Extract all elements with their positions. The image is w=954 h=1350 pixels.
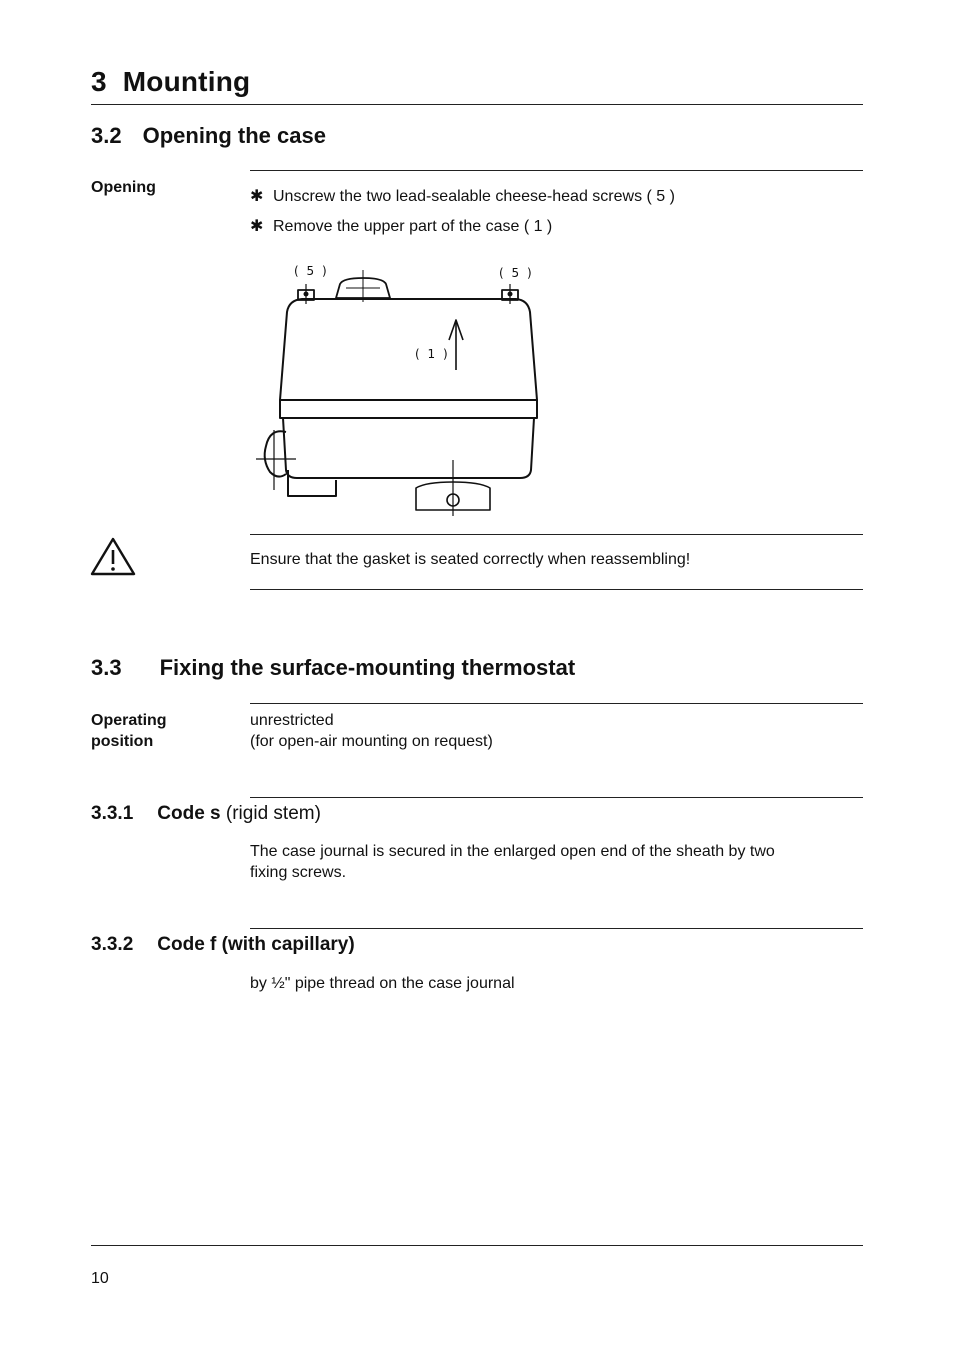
code-f-text: by ½" pipe thread on the case journal: [250, 975, 515, 992]
step-text: Unscrew the two lead-sealable cheese-head screws ( 5 ): [273, 188, 675, 205]
footer-rule: [91, 1245, 863, 1246]
chapter-rule: [91, 104, 863, 105]
bullet-star-icon: ✱: [250, 218, 264, 235]
section-3-2-rule: [250, 170, 863, 171]
section-3-3-2-rule: [250, 928, 863, 929]
chapter-name: Mounting: [122, 66, 251, 97]
chapter-number: 3: [91, 66, 107, 97]
section-3-3-1-heading: [91, 803, 321, 825]
label-line-2: position: [91, 733, 154, 750]
page-number: 10: [91, 1270, 109, 1287]
value-line-2: (for open-air mounting on request): [250, 733, 493, 750]
section-title-bold: Code s: [157, 803, 221, 824]
section-title: Opening the case: [142, 123, 326, 148]
step-2: [250, 216, 552, 237]
bullet-star-icon: ✱: [250, 188, 264, 205]
section-3-2-heading: [91, 123, 326, 149]
case-figure: [250, 260, 550, 522]
text-line-1: The case journal is secured in the enlarged open end of the sheath by two: [250, 843, 775, 860]
section-3-3-2-heading: [91, 934, 355, 956]
label-lid: ( 1 ): [415, 347, 450, 361]
section-number: 3.3.1: [91, 803, 134, 824]
section-number: 3.2: [91, 123, 122, 148]
section-3-3-heading: [91, 655, 575, 681]
operating-position-label: [91, 710, 167, 752]
thermostat-case-drawing: [250, 260, 550, 522]
warning-top-rule: [250, 534, 863, 535]
section-number: 3.3: [91, 655, 122, 680]
section-3-3-1-rule: [250, 797, 863, 798]
operating-position-value: [250, 710, 493, 752]
text-line-2: fixing screws.: [250, 864, 347, 881]
section-3-3-rule: [250, 703, 863, 704]
label-screw-left: ( 5 ): [294, 264, 329, 278]
step-text: Remove the upper part of the case ( 1 ): [273, 218, 553, 235]
chapter-title: [91, 66, 250, 98]
warning-text: Ensure that the gasket is seated correctly when reassembling!: [250, 551, 691, 568]
section-title: Code f (with capillary): [157, 934, 355, 955]
warning-triangle-icon: [90, 536, 136, 576]
warning-bottom-rule: [250, 589, 863, 590]
opening-label: Opening: [91, 179, 156, 196]
code-s-text: [250, 841, 850, 883]
step-1: [250, 186, 675, 207]
section-title: Fixing the surface-mounting thermostat: [159, 655, 576, 680]
label-line-1: Operating: [91, 712, 167, 729]
section-title-rest: (rigid stem): [225, 803, 321, 824]
value-line-1: unrestricted: [250, 712, 334, 729]
label-screw-right: ( 5 ): [499, 266, 534, 280]
section-number: 3.3.2: [91, 934, 134, 955]
